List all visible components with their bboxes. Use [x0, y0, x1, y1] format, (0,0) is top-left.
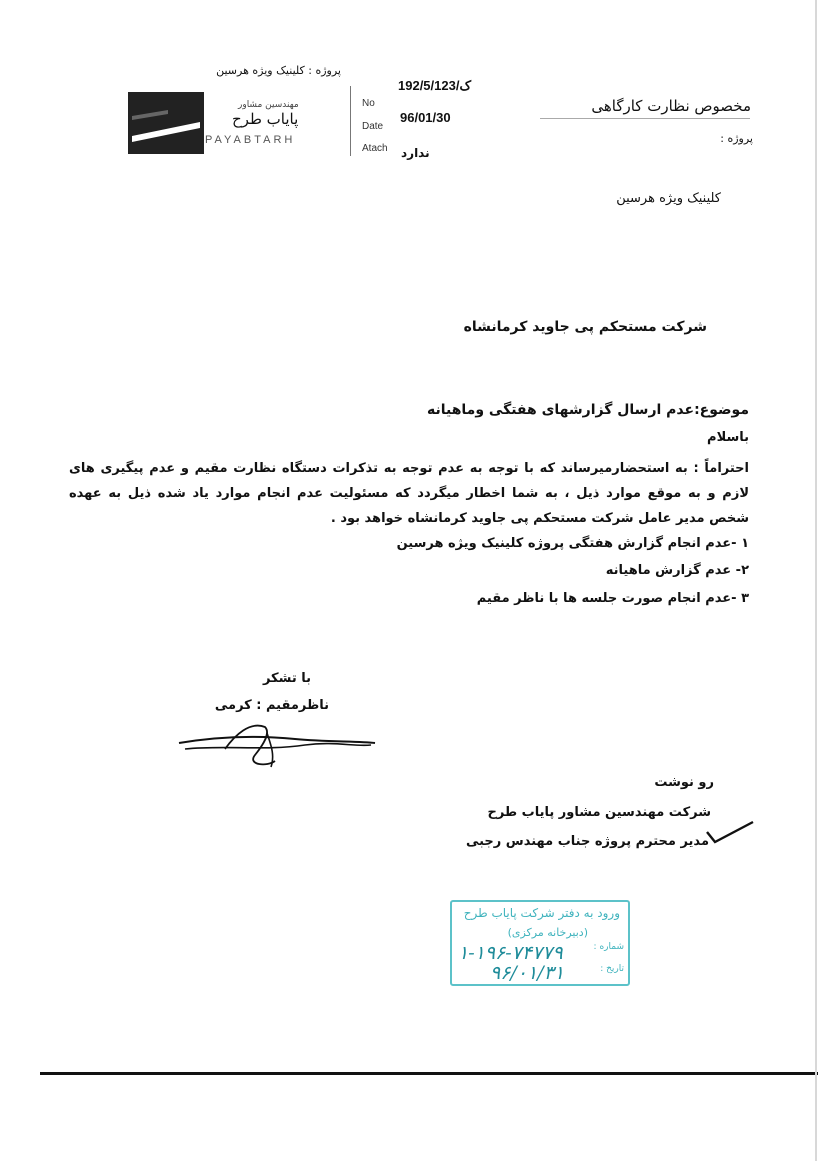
- project-name: کلینیک ویژه هرسین: [616, 191, 721, 206]
- date-value: 96/01/30: [400, 110, 451, 125]
- body-paragraph: احتراماً : به استحضارمیرساند که با توجه به عدم توجه به تذکرات دستگاه نظارت مقیم و عدم پیگیری های لازم و به موقع موارد ذیل ، به شما اخطار میگردد که مسئولیت عدم انجام موارد یاد شده ذیل به عهده شخص مدیر عامل شرکت مستحکم پی جاوید کرمانشاه خواهد بود .: [69, 461, 749, 526]
- no-label: No: [362, 98, 375, 109]
- list-item-1: ۱ -عدم انجام گزارش هفتگی پروژه کلینیک ویژه هرسین: [396, 536, 749, 551]
- scan-edge: [815, 0, 817, 1161]
- no-value: 192/5/ک/123: [398, 78, 472, 93]
- copy-line-1: شرکت مهندسین مشاور پایاب طرح: [487, 805, 711, 820]
- copy-line-2: مدیر محترم پروژه جناب مهندس رجبی: [465, 834, 709, 849]
- greeting: باسلام: [707, 430, 749, 445]
- checkmark-icon: [705, 818, 755, 844]
- signer-name: ناظرمقیم : کرمی: [214, 698, 329, 713]
- copy-title: رو نوشت: [654, 775, 714, 790]
- company-logo-icon: [128, 92, 204, 154]
- attach-value: ندارد: [401, 146, 430, 160]
- subject-line: موضوع:عدم ارسال گزارشهای هفتگی وماهیانه: [426, 402, 749, 418]
- list-item-3: ۳ -عدم انجام صورت جلسه ها با ناظر مقیم: [476, 591, 749, 606]
- closing-text: با تشکر: [262, 671, 311, 686]
- stamp-number-label: شماره :: [593, 942, 624, 952]
- stamp-line-2: (دبیرخانه مرکزی): [507, 926, 588, 939]
- date-label: Date: [362, 121, 384, 132]
- header-project-line: پروژه : کلینیک ویژه هرسین: [216, 64, 341, 77]
- bottom-rule: [40, 1072, 818, 1075]
- signature-mark: [175, 715, 380, 775]
- logo-brand-text: پایاب طرح: [232, 110, 299, 128]
- attach-label: Atach: [362, 143, 388, 154]
- project-label: پروژه :: [720, 132, 753, 145]
- stamp-line-1: ورود به دفتر شرکت پایاب طرح: [463, 906, 620, 920]
- list-item-2: ۲- عدم گزارش ماهیانه: [605, 563, 749, 578]
- recipient: شرکت مستحکم پی جاوید کرمانشاه: [463, 319, 707, 335]
- logo-latin-text: PAYABTARH: [205, 134, 296, 146]
- stamp-number-value: ۱-۱۹۶-۷۴۷۷۹: [458, 942, 563, 964]
- special-supervision-title: مخصوص نظارت کارگاهی: [591, 97, 751, 115]
- header-divider: [350, 86, 351, 156]
- stamp-date-label: تاریخ :: [600, 964, 624, 974]
- receipt-stamp: [450, 900, 630, 986]
- special-title-underline: [540, 118, 750, 119]
- logo-consultant-text: مهندسین مشاور: [238, 100, 299, 110]
- stamp-date-value: ۹۶/۰۱/۳۱: [490, 962, 565, 984]
